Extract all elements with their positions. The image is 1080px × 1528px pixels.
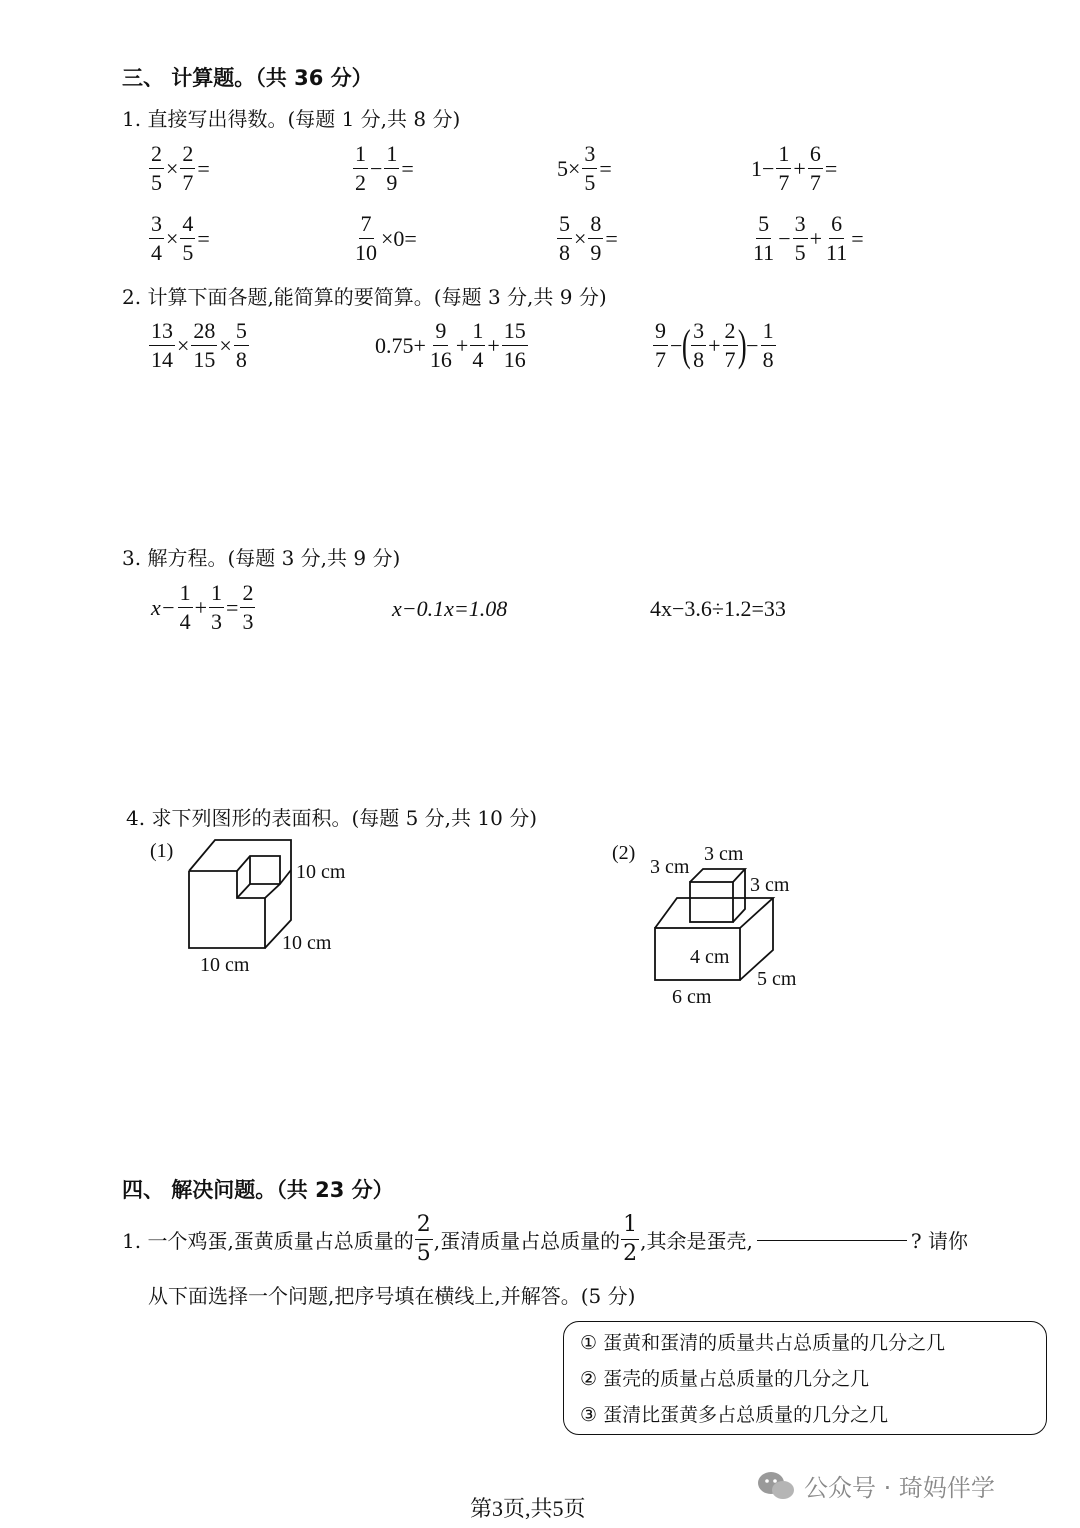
q1-item-2: 1 2 − $\frac{1}{9}$ = [355, 141, 414, 195]
option-1: ① 蛋黄和蛋清的质量共占总质量的几分之几 [580, 1332, 946, 1354]
q2-expr-1: $\frac{13}{14}$ × $\frac{28}{15}$ × $\frac{5}{8}$ [151, 318, 247, 372]
figure-2-width-dim: 6 cm [672, 986, 712, 1008]
option-3: ③ 蛋清比蛋黄多占总质量的几分之几 [580, 1404, 889, 1426]
q3-equation-3: 4x−3.6÷1.2=33 [650, 596, 786, 621]
section-4-question-1-line-2: 从下面选择一个问题,把序号填在横线上,并解答。(5 分) [148, 1284, 636, 1308]
figure-2-label: (2) [612, 842, 636, 864]
options-box [563, 1321, 1047, 1435]
answer-blank[interactable] [757, 1239, 907, 1241]
page-number: 第3页,共5页 [470, 1496, 586, 1521]
q1-item-1: $\frac{2}{5}$ × $\frac{2}{7}$ = [151, 141, 210, 195]
question-2-title: 2. 计算下面各题,能简算的要简算。(每题 3 分,共 9 分) [122, 285, 607, 309]
figure-1-label: (1) [150, 840, 174, 862]
section-3-title: 三、 计算题。（共 36 分） [122, 66, 373, 90]
q3-equation-2: x−0.1x=1.08 [392, 596, 508, 621]
figure-2-top-left-dim: 3 cm [650, 856, 690, 878]
q1-item-8: 5 11 − $\frac{3}{5}$ + $\frac{6}{11}$ = [753, 211, 864, 265]
figure-2-depth-dim: 5 cm [757, 968, 797, 990]
wechat-icon [756, 1470, 796, 1502]
q1-item-3: 5× $\frac{3}{5}$ = [557, 141, 612, 195]
question-3-title: 3. 解方程。(每题 3 分,共 9 分) [122, 546, 401, 570]
q2-expr-3: 9 7 − ( 3 8 + $\frac{2}{7}$ ) − $\frac{1}{8}$ [655, 318, 774, 372]
question-1-title: 1. 直接写出得数。(每题 1 分,共 8 分) [122, 107, 461, 131]
q3-equation-1: x− $\frac{1}{4}$ + $\frac{1}{3}$ = $\frac{2}{3}$ [151, 580, 254, 634]
q1-item-5: $\frac{3}{4}$ × $\frac{4}{5}$ = [151, 211, 210, 265]
q1-item-7: $\frac{5}{8}$ × $\frac{8}{9}$ = [559, 211, 618, 265]
option-2: ② 蛋壳的质量占总质量的几分之几 [580, 1368, 870, 1390]
q1-item-6: $\frac{7}{10}$ ×0= [355, 211, 417, 265]
q1-item-4: 1− $\frac{1}{7}$ + $\frac{6}{7}$ = [751, 141, 838, 195]
section-4-question-1-line-1: 1. 一个鸡蛋,蛋黄质量占总质量的 2 5 ,蛋清质量占总质量的 1 2 ,其余是蛋壳, ? 请你 [122, 1212, 968, 1266]
section-4-title: 四、 解决问题。（共 23 分） [122, 1178, 394, 1202]
figure-2-top-top-dim: 3 cm [704, 843, 744, 865]
figure-2-height-dim: 4 cm [690, 946, 730, 968]
watermark-text: 公众号 · 琦妈伴学 [804, 1474, 995, 1502]
watermark [756, 1468, 995, 1503]
q2-expr-2: 0.75+ $\frac{9}{16}$ + $\frac{1}{4}$ + $\frac{15}{16}$ [375, 318, 526, 372]
figure-1-dim-depth: 10 cm [282, 932, 332, 954]
question-4-title: 4. 求下列图形的表面积。(每题 5 分,共 10 分) [126, 806, 538, 830]
figure-1-dim-right: 10 cm [296, 861, 346, 883]
figure-2-top-right-dim: 3 cm [750, 874, 790, 896]
figure-1-dim-bottom: 10 cm [200, 954, 250, 976]
